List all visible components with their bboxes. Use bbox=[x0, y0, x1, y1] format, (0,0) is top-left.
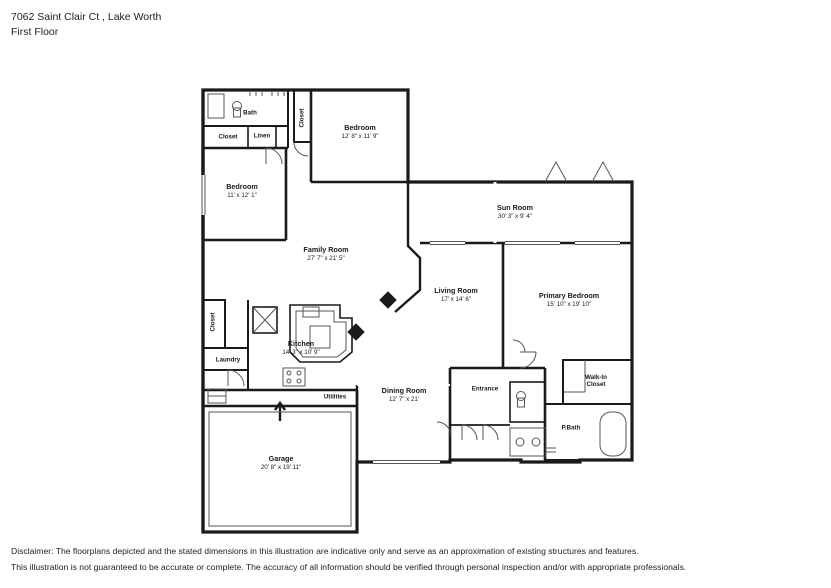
property-address: 7062 Saint Clair Ct , Lake Worth bbox=[11, 11, 162, 23]
window-bay bbox=[545, 162, 567, 182]
room-label-bedroom-left: Bedroom 11' x 12' 1" bbox=[226, 181, 258, 200]
vanity-fixture bbox=[510, 428, 546, 456]
room-label-entrance: Entrance bbox=[471, 385, 499, 393]
entry-door-swing bbox=[462, 425, 477, 440]
floor-label: First Floor bbox=[11, 26, 59, 38]
column-marker bbox=[348, 324, 364, 340]
room-label-closet-top: Closet bbox=[218, 133, 238, 141]
room-label-linen: Linen bbox=[253, 132, 271, 140]
room-label-hall-closet: Closet bbox=[298, 108, 306, 128]
room-label-bedroom-top: Bedroom 12' 8" x 11' 9" bbox=[341, 122, 379, 141]
room-label-primary-bedroom: Primary Bedroom 15' 10" x 19' 10" bbox=[538, 290, 600, 309]
disclaimer bbox=[11, 543, 811, 575]
family-living-divider bbox=[395, 182, 420, 312]
door-swing bbox=[266, 148, 282, 164]
room-label-closet-left: Closet bbox=[209, 312, 217, 332]
room-label-garage: Garage 20' 8" x 19' 11" bbox=[260, 453, 302, 472]
room-label-laundry: Laundry bbox=[215, 356, 241, 364]
room-label-bath: Bath bbox=[243, 109, 257, 117]
disclaimer-line-2: This illustration is not guaranteed to be accurate or complete. The accuracy of all information should be verified through personal inspection and/or with appropriate professionals. bbox=[11, 562, 687, 572]
room-label-powder-bath: P.Bath bbox=[561, 424, 581, 432]
range-fixture bbox=[283, 368, 305, 386]
bathtub-fixture bbox=[208, 94, 224, 118]
room-label-living-room: Living Room 17' x 14' 6" bbox=[434, 285, 478, 304]
room-label-sun-room: Sun Room 30' 3" x 9' 4" bbox=[497, 202, 533, 221]
sink-fixture bbox=[303, 307, 319, 317]
bath-room bbox=[203, 90, 288, 126]
column-marker bbox=[380, 292, 396, 308]
room-label-family-room: Family Room 27' 7" x 21' 5" bbox=[303, 244, 349, 263]
room-label-dining-room: Dining Room 12' 7" x 21' bbox=[381, 385, 427, 404]
room-label-utilities: Utilities bbox=[323, 393, 347, 401]
disclaimer-line-1: Disclaimer: The floorplans depicted and the stated dimensions in this illustration are indicative only and serve as an approximation of existing structures and features. bbox=[11, 546, 639, 556]
bathtub-fixture-primary bbox=[600, 412, 626, 456]
room-label-kitchen: Kitchen 14' 3" x 10' 9" bbox=[282, 338, 320, 357]
room-label-walkin-closet: Walk-In Closet bbox=[585, 373, 607, 388]
